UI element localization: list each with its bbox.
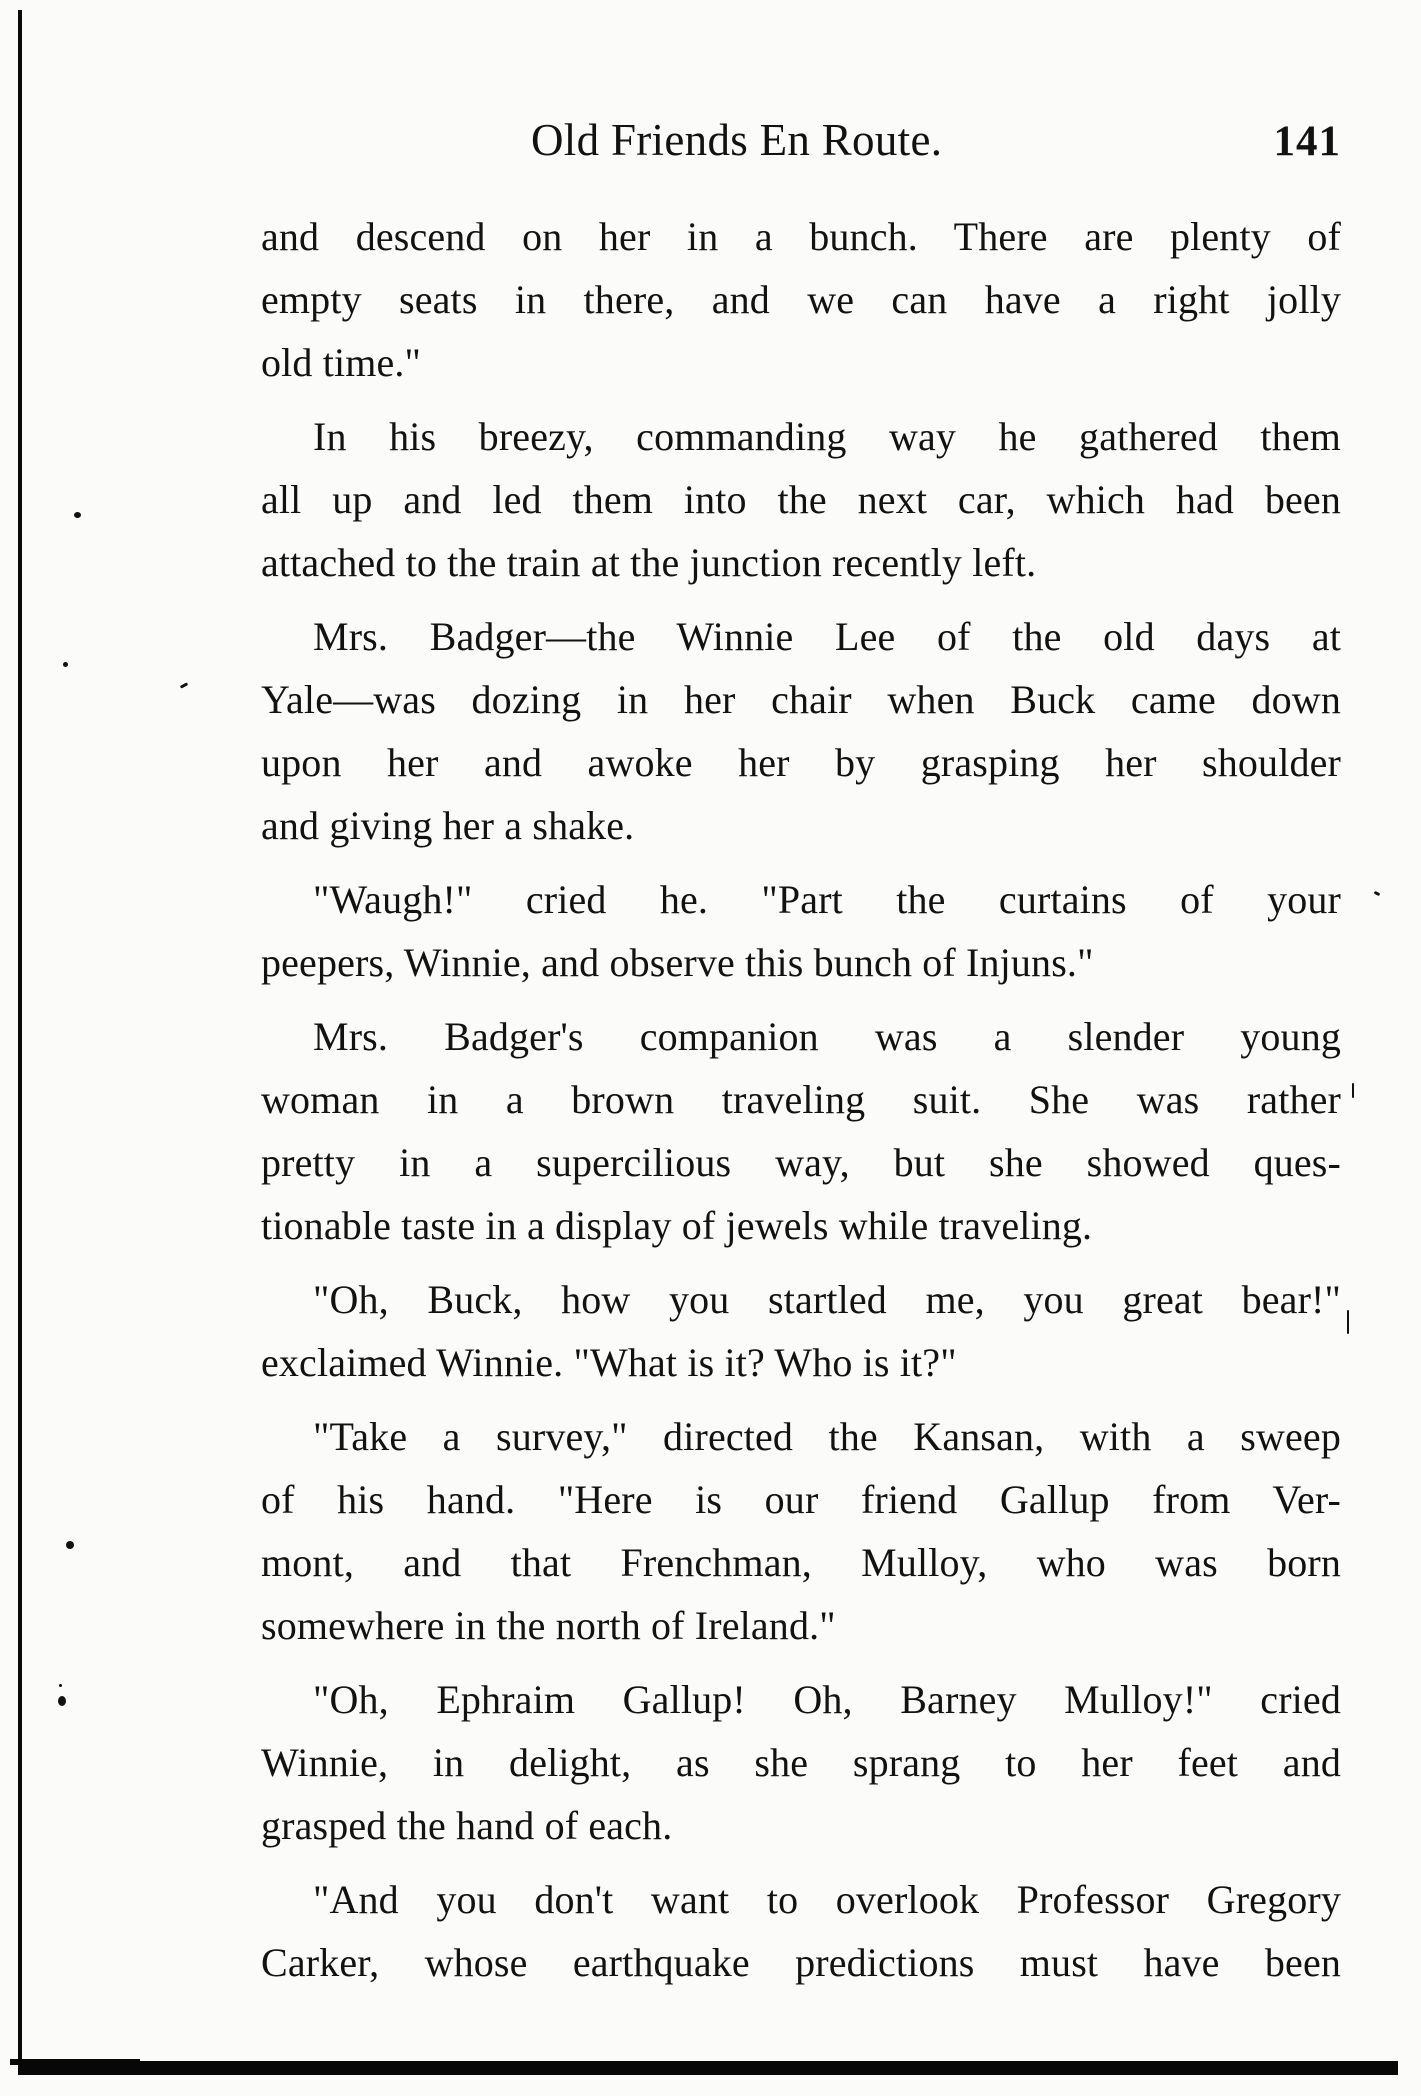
paragraph bbox=[261, 605, 1341, 857]
text-line: all up and led them into the next car, which had been bbox=[261, 477, 1341, 522]
text-line: tionable taste in a display of jewels while traveling. bbox=[261, 1203, 1093, 1248]
text-line: and descend on her in a bunch. There are plenty of bbox=[261, 214, 1341, 259]
text-line: upon her and awoke her by grasping her shoulder bbox=[261, 740, 1341, 785]
scan-speck bbox=[1352, 1083, 1354, 1098]
page-header bbox=[261, 112, 1341, 168]
text-line: attached to the train at the junction recently left. bbox=[261, 540, 1037, 585]
scan-speck bbox=[66, 1541, 74, 1549]
running-title: Old Friends En Route. bbox=[531, 115, 943, 165]
text-line: Winnie, in delight, as she sprang to her feet and bbox=[261, 1740, 1341, 1785]
text-line: pretty in a supercilious way, but she showed ques- bbox=[261, 1140, 1341, 1185]
text-line: mont, and that Frenchman, Mulloy, who was born bbox=[261, 1540, 1341, 1585]
page-bottom-edge-rule bbox=[18, 2061, 1398, 2075]
scan-speck bbox=[63, 662, 68, 667]
text-line: "Waugh!" cried he. "Part the curtains of your bbox=[313, 877, 1341, 922]
text-line: "And you don't want to overlook Professor Gregory bbox=[313, 1877, 1341, 1922]
paragraph bbox=[261, 1405, 1341, 1657]
body-text bbox=[261, 205, 1341, 2005]
scan-speck bbox=[59, 1684, 62, 1687]
text-line: Mrs. Badger's companion was a slender young bbox=[313, 1014, 1341, 1059]
text-line: and giving her a shake. bbox=[261, 803, 635, 848]
text-line: peepers, Winnie, and observe this bunch of Injuns." bbox=[261, 940, 1094, 985]
scan-speck bbox=[180, 682, 188, 688]
text-line: woman in a brown traveling suit. She was rather bbox=[261, 1077, 1341, 1122]
text-line: old time." bbox=[261, 340, 422, 385]
text-line: exclaimed Winnie. "What is it? Who is it?" bbox=[261, 1340, 957, 1385]
scan-speck bbox=[1347, 1310, 1349, 1334]
paragraph bbox=[261, 868, 1341, 994]
text-line: grasped the hand of each. bbox=[261, 1803, 673, 1848]
paragraph bbox=[261, 1868, 1341, 1994]
text-line: "Oh, Buck, how you startled me, you great bear!" bbox=[313, 1277, 1341, 1322]
paragraph bbox=[261, 1668, 1341, 1857]
scan-speck bbox=[1374, 891, 1381, 896]
text-line: "Oh, Ephraim Gallup! Oh, Barney Mulloy!" cried bbox=[313, 1677, 1341, 1722]
text-line: Carker, whose earthquake predictions must have been bbox=[261, 1940, 1341, 1985]
paragraph bbox=[261, 205, 1341, 394]
text-line: In his breezy, commanding way he gathered them bbox=[313, 414, 1341, 459]
page-left-edge-rule bbox=[18, 10, 22, 2065]
scan-speck bbox=[74, 512, 81, 518]
text-line: Yale—was dozing in her chair when Buck came down bbox=[261, 677, 1341, 722]
paragraph bbox=[261, 1268, 1341, 1394]
text-line: empty seats in there, and we can have a right jolly bbox=[261, 277, 1341, 322]
paragraph bbox=[261, 1005, 1341, 1257]
text-line: Mrs. Badger—the Winnie Lee of the old days at bbox=[313, 614, 1341, 659]
text-line: somewhere in the north of Ireland." bbox=[261, 1603, 836, 1648]
scan-speck bbox=[58, 1696, 66, 1706]
paragraph bbox=[261, 405, 1341, 594]
page-number: 141 bbox=[1273, 118, 1341, 165]
text-line: of his hand. "Here is our friend Gallup from Ver- bbox=[261, 1477, 1341, 1522]
text-line: "Take a survey," directed the Kansan, with a sweep bbox=[313, 1414, 1341, 1459]
